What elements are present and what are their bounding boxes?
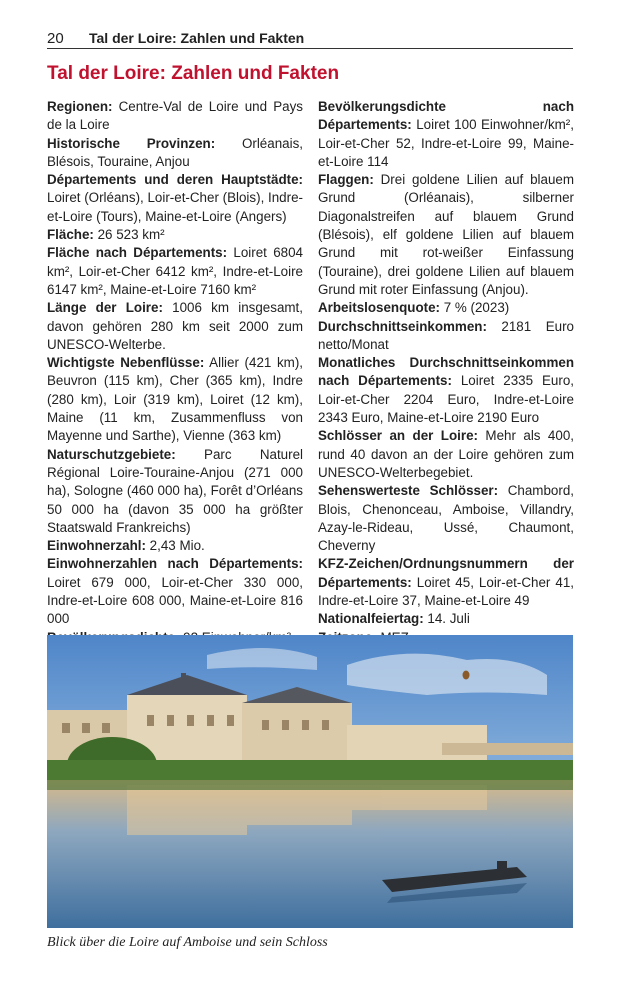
page-title: Tal der Loire: Zahlen und Fakten	[47, 63, 340, 84]
fact-label: Départements und deren Hauptstädte:	[47, 172, 303, 188]
fact-value: 14. Juli	[423, 611, 470, 627]
fact-entry	[47, 537, 303, 555]
fact-label: Durchschnittseinkommen:	[318, 318, 487, 334]
fact-value: 1006 km insgesamt, davon gehören 280 km seit 2000 zum UNESCO-Welterbe.	[47, 300, 303, 352]
fact-label: Flaggen:	[318, 172, 374, 188]
loire-amboise-photo	[47, 635, 573, 928]
fact-label: Bevölkerungsdichte nach Départements:	[318, 99, 574, 133]
fact-value: Chambord, Blois, Chenonceau, Amboise, Villandry, Azay-le-Rideau, Ussé, Chaumont, Cheverny	[318, 483, 574, 554]
fact-value: Drei goldene Lilien auf blauem Grund (Orléanais), silberner Diagonalstreifen auf blauem Grund (Blésois), elf goldene Lilien auf blauem Grund mit rot-weißer Einfassung (Touraine), drei goldene Lilien auf blauem Grund mit roter Einfassung (Anjou).	[318, 172, 574, 297]
fact-label: Einwohnerzahl:	[47, 538, 146, 554]
fact-entry	[318, 555, 574, 610]
fact-entry	[318, 482, 574, 555]
fact-label: Einwohnerzahlen nach Départements:	[47, 556, 303, 572]
fact-entry	[47, 135, 303, 172]
fact-entry	[47, 354, 303, 445]
fact-label: Arbeitslosenquote:	[318, 300, 441, 316]
fact-label: Nationalfeiertag:	[318, 611, 424, 627]
fact-value: Loiret 6804 km², Loir-et-Cher 6412 km², Indre-et-Loire 6147 km², Maine-et-Loire 7160 km²	[47, 245, 303, 297]
fact-value: Loiret (Orléans), Loir-et-Cher (Blois), Indre-et-Loire (Tours), Maine-et-Loire (Angers)	[47, 190, 303, 224]
fact-value: Centre-Val de Loire und Pays de la Loire	[47, 99, 303, 133]
fact-value: 26 523 km²	[93, 227, 165, 243]
fact-label: Fläche nach Départements:	[47, 245, 228, 261]
fact-value: 7 % (2023)	[440, 300, 510, 316]
page-number: 20	[47, 30, 64, 47]
fact-entry	[47, 299, 303, 354]
fact-label: Naturschutzgebiete:	[47, 446, 176, 462]
fact-entry	[318, 610, 574, 628]
fact-label: Sehenswerteste Schlösser:	[318, 483, 499, 499]
fact-label: Länge der Loire:	[47, 300, 163, 316]
facts-column-left	[47, 98, 303, 647]
fact-entry	[47, 98, 303, 135]
fact-label: Monatliches Durchschnittseinkommen nach Départements:	[318, 355, 574, 389]
running-header	[47, 30, 573, 49]
running-title: Tal der Loire: Zahlen und Fakten	[89, 30, 305, 46]
fact-entry	[47, 244, 303, 299]
fact-label: Schlösser an der Loire:	[318, 428, 478, 444]
fact-value: Parc Naturel Régional Loire-Touraine-Anjou (271 000 ha), Sologne (460 000 ha), Forêt d’Orléans 50 000 ha (davon 35 000 ha größter Staatswald Frankreichs)	[47, 446, 303, 535]
fact-label: Regionen:	[47, 99, 113, 114]
fact-value: Loiret 679 000, Loir-et-Cher 330 000, Indre-et-Loire 608 000, Maine-et-Loire 816 000	[47, 574, 303, 627]
fact-value: Loiret 45, Loir-et-Cher 41, Indre-et-Loire 37, Maine-et-Loire 49	[318, 574, 574, 609]
fact-value: Mehr als 400, rund 40 davon an der Loire gehören zum UNESCO-Welterbegebiet.	[318, 428, 574, 480]
photo-caption: Blick über die Loire auf Amboise und sein Schloss	[47, 935, 328, 950]
fact-entry	[47, 555, 303, 628]
fact-label: Wichtigste Nebenflüsse:	[47, 355, 205, 371]
fact-value: 2,43 Mio.	[145, 538, 205, 554]
fact-entry	[47, 226, 303, 244]
fact-label: Historische Provinzen:	[47, 135, 216, 151]
fact-entry	[318, 354, 574, 427]
facts-column-right	[318, 98, 574, 684]
fact-label: KFZ-Zeichen/Ordnungsnummern der Départements:	[318, 556, 574, 590]
fact-label: Fläche:	[47, 227, 94, 243]
fact-value: Loiret 2335 Euro, Loir-et-Cher 2204 Euro, Indre-et-Loire 2343 Euro, Maine-et-Loire 2190 Euro	[318, 373, 574, 426]
fact-value: 2181 Euro netto/Monat	[318, 318, 574, 352]
fact-entry	[318, 98, 574, 171]
fact-value: Orléanais, Blésois, Touraine, Anjou	[47, 135, 303, 169]
fact-entry	[318, 318, 574, 355]
fact-entry	[47, 171, 303, 226]
fact-entry	[318, 299, 574, 317]
fact-value: Loiret 100 Einwohner/km², Loir-et-Cher 52, Indre-et-Loire 99, Maine-et-Loire 114	[318, 117, 574, 169]
fact-entry	[318, 427, 574, 482]
fact-entry	[318, 171, 574, 299]
fact-entry	[47, 446, 303, 537]
fact-value: Allier (421 km), Beuvron (115 km), Cher (365 km), Indre (280 km), Loir (319 km), Loiret (12 km), Maine (11 km, Zusammenfluss von Mayenne und Sarthe), Vienne (363 km)	[47, 355, 304, 444]
